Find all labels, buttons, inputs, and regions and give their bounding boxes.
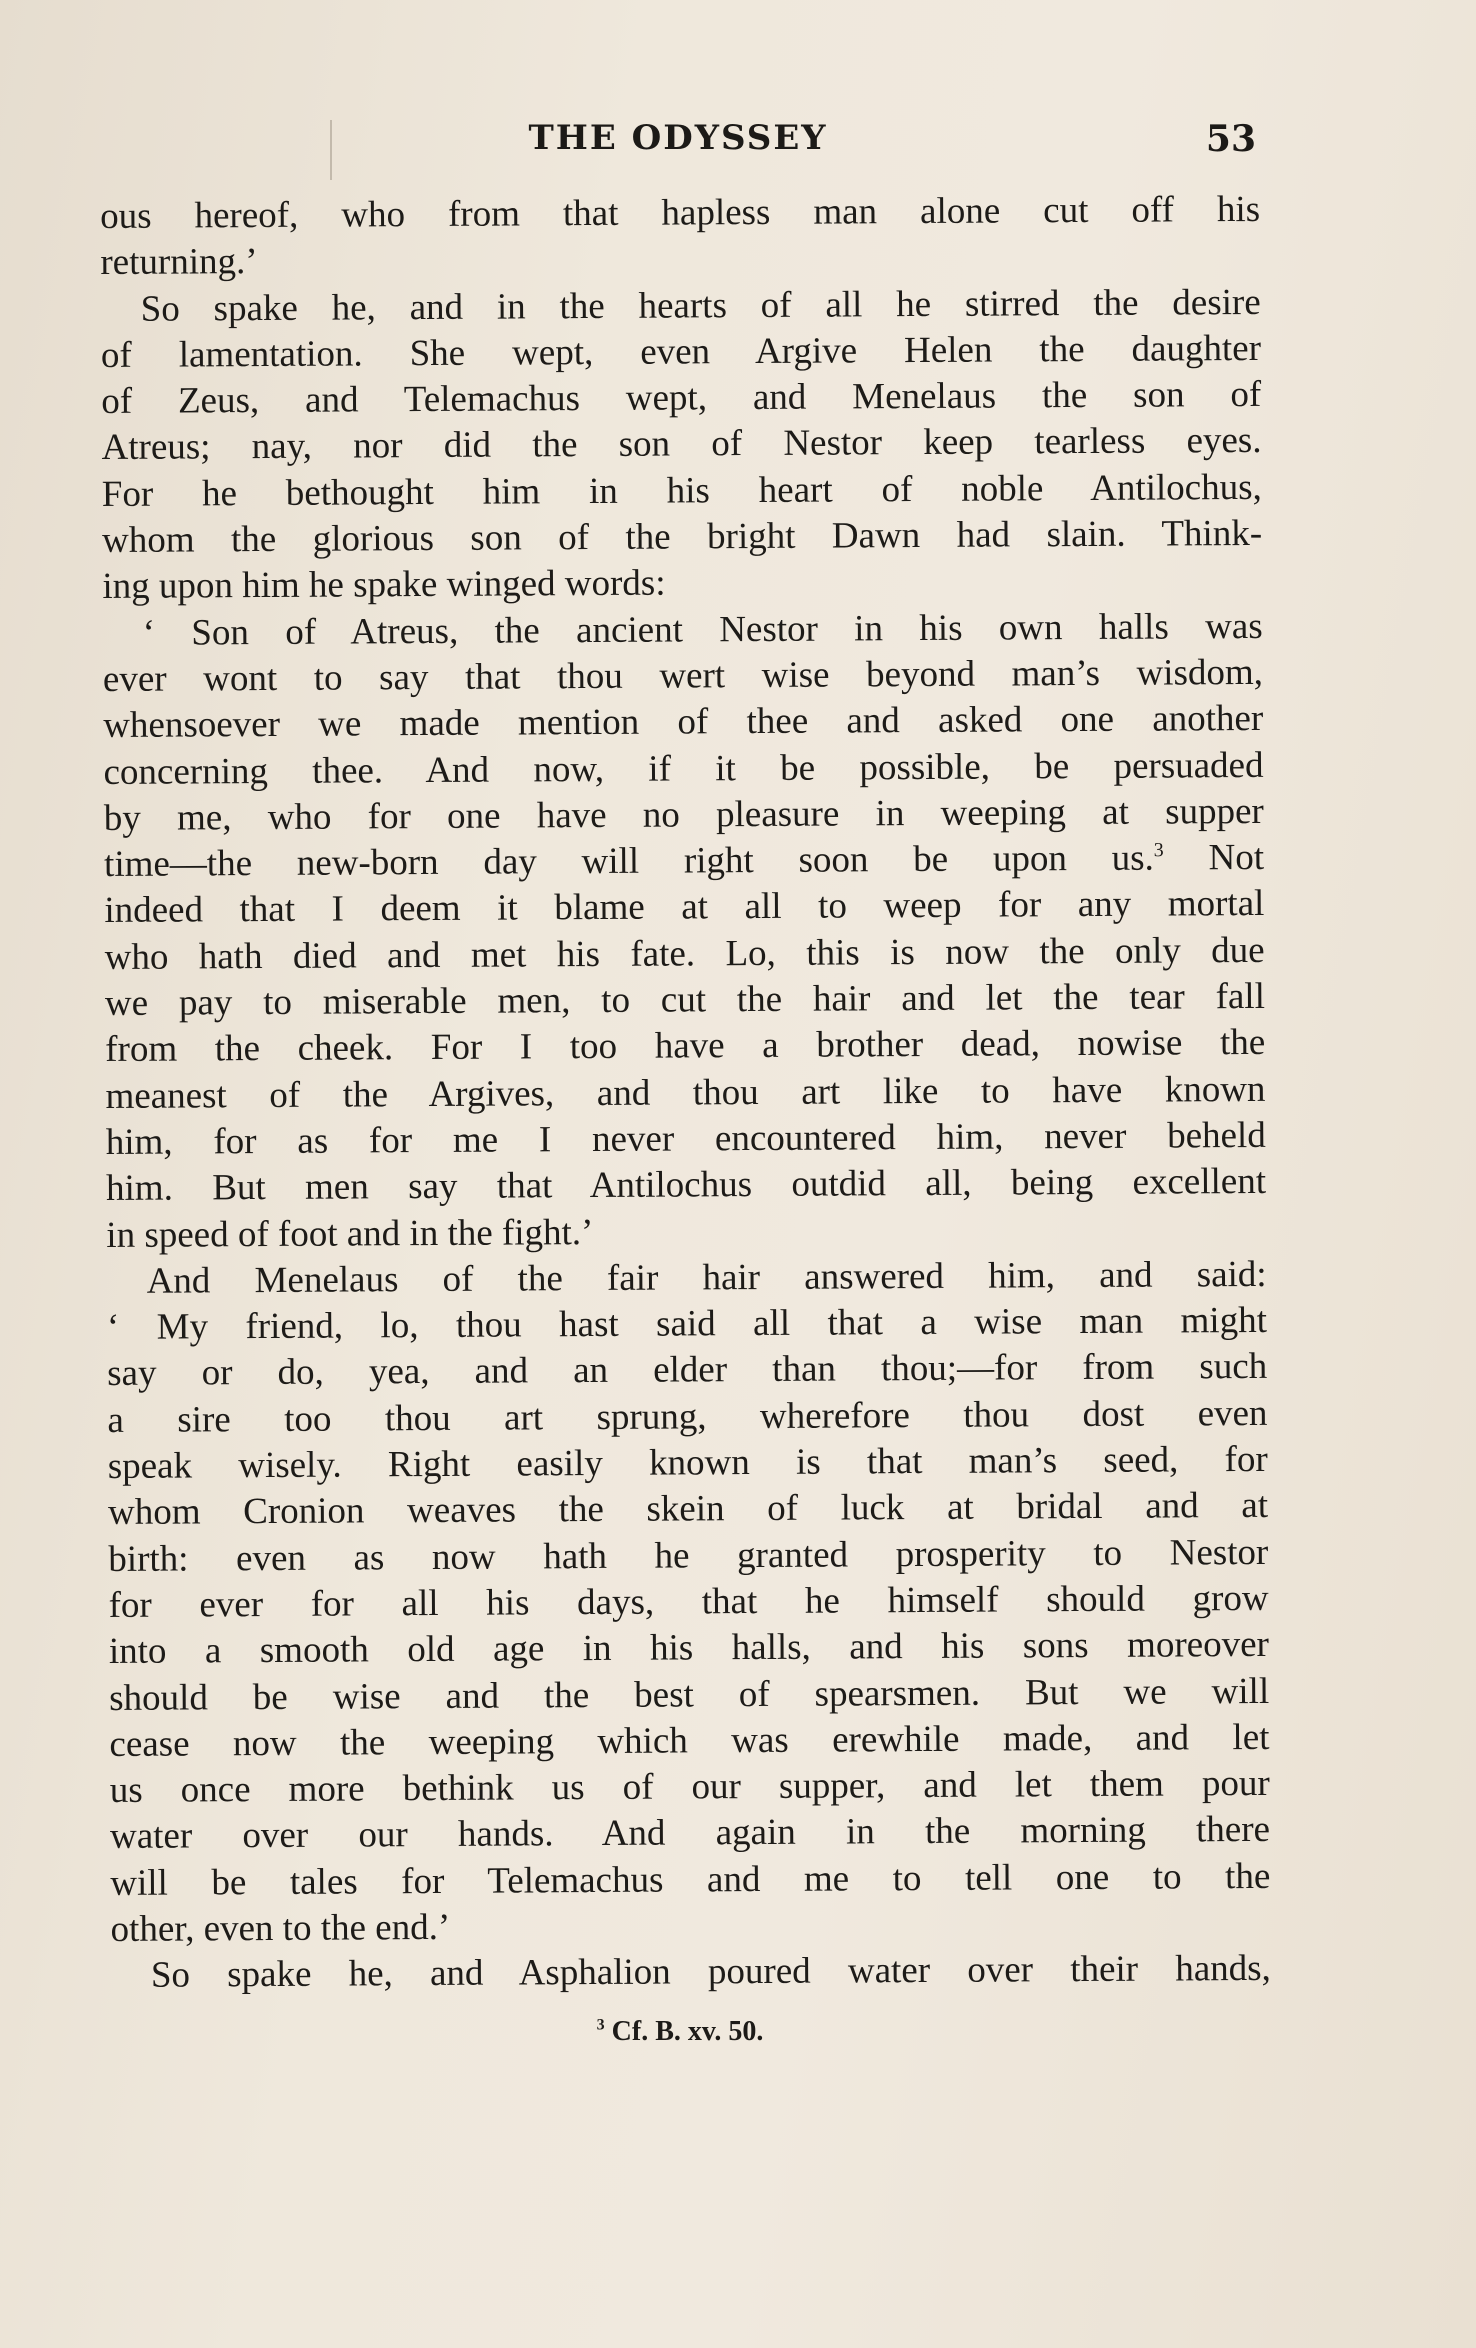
text-line: of lamentation. She wept, even Argive Helen the daughter <box>100 327 1262 376</box>
text-line: who hath died and met his fate. Lo, this is now the only due <box>104 929 1265 978</box>
text-line: into a smooth old age in his halls, and his sons moreover <box>108 1624 1270 1673</box>
text-line: us once more bethink us of our supper, and let them pour <box>109 1762 1270 1812</box>
text-line: for ever for all his days, that he himself should grow <box>108 1577 1269 1626</box>
text-line: should be wise and the best of spearsmen. But we will <box>109 1670 1270 1719</box>
text-line: whom Cronion weaves the skein of luck at bridal and at <box>107 1485 1269 1534</box>
text-line: ever wont to say that thou wert wise beyond man’s wisdom, <box>102 651 1264 700</box>
footnote-text: Cf. B. xv. 50. <box>611 2016 764 2047</box>
text-line: him, for as for me I never encountered him, never beheld <box>105 1114 1266 1163</box>
body-text <box>100 187 1271 2000</box>
text-line: in speed of foot and in the fight.’ <box>106 1211 594 1256</box>
text-line-with-footnote-ref <box>104 835 1264 888</box>
text-line: ing upon him he spake winged words: <box>102 562 666 608</box>
text-line: will be tales for Telemachus and me to tell one to the <box>110 1855 1271 1904</box>
text-line: say or do, yea, and an elder than thou;—for from such <box>107 1346 1268 1395</box>
text-line: whensoever we made mention of thee and asked one another <box>103 698 1264 747</box>
text-line: meanest of the Argives, and thou art like to have known <box>105 1068 1266 1117</box>
text-line: by me, who for one have no pleasure in weeping at supper <box>103 790 1264 839</box>
page-number: 53 <box>1205 118 1256 160</box>
text-line: For he bethought him in his heart of noble Antilochus, <box>101 466 1262 515</box>
text-line: concerning thee. And now, if it be possible, be persuaded <box>103 744 1264 793</box>
text-line: other, even to the end.’ <box>110 1906 451 1950</box>
footnote-marker: 3 <box>596 2016 605 2034</box>
running-title: THE ODYSSEY <box>528 118 828 158</box>
text-line: ‘ My friend, lo, thou hast said all that a wise man might <box>106 1300 1268 1349</box>
text-segment: time—the new-born day will right soon be upon us. <box>103 837 1154 886</box>
text-line: water over our hands. And again in the morning there <box>109 1809 1271 1858</box>
text-line: So spake he, and Asphalion poured water over their hands, <box>150 1948 1271 1997</box>
footnote <box>100 2016 1260 2048</box>
text-line: birth: even as now hath he granted prosperity to Nestor <box>108 1531 1269 1580</box>
text-line: So spake he, and in the hearts of all he stirred the desire <box>140 281 1261 330</box>
text-line: indeed that I deem it blame at all to weep for any mortal <box>104 883 1265 932</box>
text-segment: Not <box>1208 837 1265 879</box>
text-line: ‘ Son of Atreus, the ancient Nestor in his own halls was <box>142 605 1263 654</box>
text-line: we pay to miserable men, to cut the hair and let the tear fall <box>104 975 1266 1025</box>
text-line: Atreus; nay, nor did the son of Nestor keep tearless eyes. <box>101 420 1262 469</box>
footnote-reference: 3 <box>1153 839 1164 862</box>
text-line: a sire too thou art sprung, wherefore thou dost even <box>107 1392 1268 1441</box>
text-line: from the cheek. For I too have a brother dead, nowise the <box>105 1022 1266 1071</box>
text-line: returning.’ <box>100 241 258 284</box>
running-header <box>100 118 1256 168</box>
text-line: him. But men say that Antilochus outdid all, being excellent <box>105 1161 1267 1210</box>
text-line: And Menelaus of the fair hair answered him, and said: <box>146 1253 1267 1302</box>
text-line: whom the glorious son of the bright Dawn had slain. Think- <box>101 512 1263 562</box>
text-line: of Zeus, and Telemachus wept, and Menelaus the son of <box>101 374 1262 423</box>
text-line: speak wisely. Right easily known is that man’s seed, for <box>107 1438 1268 1487</box>
text-line: ous hereof, who from that hapless man alone cut off his <box>100 188 1261 237</box>
text-line: cease now the weeping which was erewhile made, and let <box>109 1716 1270 1765</box>
